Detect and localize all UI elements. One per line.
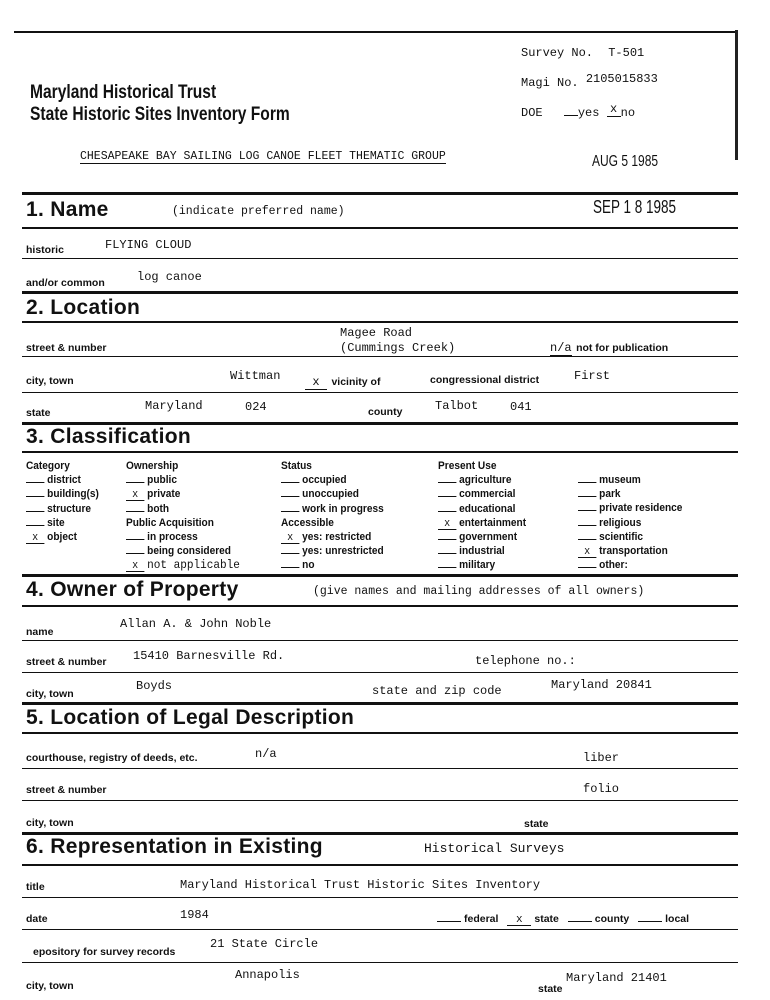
checkbox-mark xyxy=(126,539,144,540)
checkbox-label: building(s) xyxy=(47,488,99,501)
section-3-heading: 3. Classification xyxy=(26,425,191,448)
status-title: Status xyxy=(281,460,312,472)
state-value: Maryland xyxy=(145,399,203,413)
county-option[interactable]: county xyxy=(594,913,630,925)
checkbox-occupied[interactable] xyxy=(281,473,384,487)
form-title-line2: State Historic Sites Inventory Form xyxy=(30,104,290,125)
checkbox-scientific[interactable] xyxy=(578,530,682,544)
checkbox-mark: x xyxy=(281,533,299,544)
section-4-heading: 4. Owner of Property xyxy=(26,578,239,601)
common-name-label: and/or common xyxy=(26,277,105,289)
historic-value: FLYING CLOUD xyxy=(105,238,192,252)
checkbox-unoccupied[interactable] xyxy=(281,487,384,501)
divider-line xyxy=(22,574,738,577)
checkbox-mark xyxy=(578,510,596,511)
checkbox-public[interactable] xyxy=(126,473,240,487)
acquisition-title: Public Acquisition xyxy=(126,516,214,529)
checkbox-mark xyxy=(281,553,299,554)
checkbox-agriculture[interactable] xyxy=(438,473,526,487)
checkbox-commercial[interactable] xyxy=(438,487,526,501)
checkbox-private-residence[interactable] xyxy=(578,501,682,515)
congress-value: First xyxy=(574,369,611,383)
checkbox-mark xyxy=(281,511,299,512)
checkbox-mark xyxy=(26,496,44,497)
checkbox-in-process[interactable] xyxy=(126,530,240,544)
state-label: state xyxy=(26,407,51,419)
checkbox-label: park xyxy=(599,488,621,501)
section-2-heading: 2. Location xyxy=(26,296,141,319)
city-value: Wittman xyxy=(230,369,281,383)
owner-name-value: Allan A. & John Noble xyxy=(120,617,272,631)
checkbox-not-applicable[interactable] xyxy=(126,558,240,572)
magi-number-field xyxy=(521,72,658,90)
checkbox-buildings[interactable] xyxy=(26,487,99,501)
checkbox-mark: x xyxy=(578,547,596,558)
checkbox-label: in process xyxy=(147,531,198,544)
survey-label: Survey No. xyxy=(521,46,594,60)
checkbox-being-considered[interactable] xyxy=(126,544,240,558)
checkbox-mark xyxy=(438,553,456,554)
folio-label: folio xyxy=(583,782,620,796)
checkbox-mark xyxy=(26,525,44,526)
checkbox-mark xyxy=(578,567,596,568)
checkbox-religious[interactable] xyxy=(578,516,682,530)
repository-city-value: Annapolis xyxy=(235,968,300,982)
checkbox-entertainment[interactable] xyxy=(438,516,526,530)
form-title-line1: Maryland Historical Trust xyxy=(30,82,217,103)
survey-number-field xyxy=(521,46,644,60)
vicinity-field xyxy=(305,372,380,390)
checkbox-mark xyxy=(126,511,144,512)
divider-line xyxy=(22,451,738,453)
checkbox-label: object xyxy=(47,531,77,544)
checkbox-label: other: xyxy=(599,559,628,572)
divider-line xyxy=(22,640,738,641)
divider-line xyxy=(14,31,736,33)
page-edge xyxy=(735,30,738,160)
historic-label: historic xyxy=(26,244,64,256)
checkbox-mark xyxy=(438,482,456,483)
thematic-group: CHESAPEAKE BAY SAILING LOG CANOE FLEET THEMATIC GROUP xyxy=(80,150,446,163)
present-use-column-2 xyxy=(578,473,682,572)
ownership-column xyxy=(126,459,240,573)
divider-line xyxy=(22,227,738,229)
checkbox-mark xyxy=(281,482,299,483)
checkbox-object[interactable] xyxy=(26,530,99,544)
checkbox-label: commercial xyxy=(459,488,516,501)
checkbox-label: yes: unrestricted xyxy=(302,545,384,558)
vicinity-mark: x xyxy=(305,375,327,390)
checkbox-mark xyxy=(578,496,596,497)
state-code: 024 xyxy=(245,400,267,414)
survey-title-label: title xyxy=(26,881,45,893)
vicinity-label: vicinity of xyxy=(331,376,381,388)
checkbox-no[interactable] xyxy=(281,558,384,572)
date-stamp: SEP 1 8 1985 xyxy=(593,197,677,217)
magi-value: 2105015833 xyxy=(585,72,658,86)
city-label: city, town xyxy=(26,375,74,387)
local-option[interactable]: local xyxy=(665,913,690,925)
checkbox-label: entertainment xyxy=(459,516,527,529)
checkbox-mark xyxy=(578,539,596,540)
checkbox-both[interactable] xyxy=(126,502,240,516)
divider-line xyxy=(22,732,738,734)
state-zip-value: Maryland 20841 xyxy=(551,678,652,692)
divider-line xyxy=(22,192,738,195)
divider-line xyxy=(22,962,738,963)
owner-name-label: name xyxy=(26,626,54,638)
checkbox-label: agriculture xyxy=(459,474,512,487)
checkbox-label: private xyxy=(147,488,181,501)
checkbox-mark xyxy=(281,567,299,568)
section-1-heading: 1. Name xyxy=(26,198,109,221)
checkbox-mark xyxy=(438,511,456,512)
checkbox-mark xyxy=(26,511,44,512)
checkbox-mark: x xyxy=(126,490,144,501)
checkbox-mark: x xyxy=(438,519,456,530)
checkbox-label: both xyxy=(147,502,170,515)
doe-yes: yes xyxy=(577,106,600,120)
checkbox-label: occupied xyxy=(302,474,347,487)
not-pub-value: n/a xyxy=(550,341,572,355)
liber-label: liber xyxy=(583,751,620,765)
section-6-typed: Historical Surveys xyxy=(424,841,565,856)
legal-state-label: state xyxy=(524,818,549,830)
checkbox-industrial[interactable] xyxy=(438,544,526,558)
repository-city-label: city, town xyxy=(26,980,74,992)
present-use-title: Present Use xyxy=(438,460,497,472)
category-column xyxy=(26,459,99,544)
checkbox-district[interactable] xyxy=(26,473,99,487)
owner-street-label: street & number xyxy=(26,656,107,668)
divider-line xyxy=(22,605,738,607)
checkbox-label: private residence xyxy=(599,502,683,515)
present-use-column xyxy=(438,459,526,573)
checkbox-label: site xyxy=(47,516,65,529)
street-line2: (Cummings Creek) xyxy=(340,341,456,355)
county-label: county xyxy=(368,406,403,418)
checkbox-mark xyxy=(438,539,456,540)
checkbox-museum[interactable] xyxy=(578,473,682,487)
doe-no: no xyxy=(620,106,636,120)
checkbox-mark xyxy=(438,567,456,568)
checkbox-label: not applicable xyxy=(147,558,240,573)
checkbox-site[interactable] xyxy=(26,516,99,530)
status-column xyxy=(281,459,384,573)
checkbox-mark xyxy=(26,482,44,483)
doe-label: DOE xyxy=(521,106,543,120)
street-line1: Magee Road xyxy=(340,326,413,340)
doe-field xyxy=(521,102,636,121)
checkbox-mark xyxy=(281,496,299,497)
owner-street-value: 15410 Barnesville Rd. xyxy=(133,649,285,663)
repository-value: 21 State Circle xyxy=(210,937,319,951)
checkbox-label: government xyxy=(459,531,518,544)
divider-line xyxy=(22,800,738,801)
ownership-title: Ownership xyxy=(126,460,179,472)
survey-date-value: 1984 xyxy=(180,908,209,922)
divider-line xyxy=(22,291,738,294)
common-name-value: log canoe xyxy=(137,270,202,284)
checkbox-label: yes: restricted xyxy=(302,531,372,544)
checkbox-mark: x xyxy=(26,533,44,544)
checkbox-park[interactable] xyxy=(578,487,682,501)
courthouse-label: courthouse, registry of deeds, etc. xyxy=(26,752,198,764)
legal-street-label: street & number xyxy=(26,784,107,796)
checkbox-label: being considered xyxy=(147,545,231,558)
owner-note: (give names and mailing addresses of all owners) xyxy=(313,585,645,598)
received-date-stamp: AUG 5 1985 xyxy=(592,153,659,170)
federal-option[interactable]: federal xyxy=(464,913,499,925)
checkbox-government[interactable] xyxy=(438,530,526,544)
survey-level xyxy=(437,913,689,926)
checkbox-label: educational xyxy=(459,502,516,515)
divider-line xyxy=(22,321,738,323)
survey-title-value: Maryland Historical Trust Historic Sites Inventory xyxy=(180,878,541,892)
accessible-title: Accessible xyxy=(281,516,334,529)
survey-date-label: date xyxy=(26,913,48,925)
telephone-label: telephone no.: xyxy=(475,654,576,668)
checkbox-mark: x xyxy=(126,561,144,572)
checkbox-label: museum xyxy=(599,474,641,486)
checkbox-mark xyxy=(126,553,144,554)
checkbox-label: structure xyxy=(47,502,92,515)
checkbox-private[interactable] xyxy=(126,487,240,501)
section-6-heading: 6. Representation in Existing xyxy=(26,835,323,858)
checkbox-yes-restricted[interactable] xyxy=(281,530,384,544)
checkbox-label: no xyxy=(302,559,315,572)
street-label: street & number xyxy=(26,342,107,354)
legal-city-label: city, town xyxy=(26,817,74,829)
divider-line xyxy=(22,702,738,705)
checkbox-label: work in progress xyxy=(302,502,384,515)
checkbox-work-in-progress[interactable] xyxy=(281,502,384,516)
checkbox-structure[interactable] xyxy=(26,502,99,516)
checkbox-other[interactable] xyxy=(578,558,682,572)
checkbox-military[interactable] xyxy=(438,558,526,572)
checkbox-mark xyxy=(126,482,144,483)
not-pub-label: not for publication xyxy=(576,342,669,354)
checkbox-transportation[interactable] xyxy=(578,544,682,558)
owner-city-label: city, town xyxy=(26,688,74,700)
divider-line xyxy=(22,768,738,769)
checkbox-label: scientific xyxy=(599,530,644,543)
divider-line xyxy=(22,258,738,259)
divider-line xyxy=(22,864,738,866)
checkbox-mark xyxy=(438,496,456,497)
county-code: 041 xyxy=(510,400,532,414)
courthouse-value: n/a xyxy=(255,747,277,761)
owner-city-value: Boyds xyxy=(136,679,173,693)
divider-line xyxy=(22,929,738,930)
repository-state-value: Maryland 21401 xyxy=(566,971,667,985)
checkbox-label: industrial xyxy=(459,545,505,558)
magi-label: Magi No. xyxy=(521,76,579,90)
checkbox-label: district xyxy=(47,474,81,487)
survey-value: T-501 xyxy=(608,46,645,60)
congress-label: congressional district xyxy=(430,374,540,386)
category-title: Category xyxy=(26,460,70,472)
checkbox-educational[interactable] xyxy=(438,502,526,516)
state-option[interactable]: state xyxy=(534,913,559,925)
checkbox-mark xyxy=(578,482,596,483)
state-zip-label: state and zip code xyxy=(372,684,502,698)
repository-label: epository for survey records xyxy=(33,946,176,958)
checkbox-label: military xyxy=(459,559,496,572)
section-5-heading: 5. Location of Legal Description xyxy=(26,706,355,729)
repository-state-label: state xyxy=(538,983,563,995)
checkbox-yes-unrestricted[interactable] xyxy=(281,544,384,558)
divider-line xyxy=(22,392,738,393)
divider-line xyxy=(22,897,738,898)
not-for-publication xyxy=(550,338,668,356)
doe-no-mark: x xyxy=(607,102,621,117)
checkbox-label: transportation xyxy=(599,545,668,558)
divider-line xyxy=(22,356,738,357)
checkbox-label: public xyxy=(147,474,177,487)
divider-line xyxy=(22,672,738,673)
checkbox-mark xyxy=(578,525,596,526)
state-mark: x xyxy=(507,915,531,926)
county-value: Talbot xyxy=(435,399,479,413)
name-note: (indicate preferred name) xyxy=(172,205,345,218)
checkbox-label: religious xyxy=(599,516,642,529)
checkbox-label: unoccupied xyxy=(302,488,359,501)
